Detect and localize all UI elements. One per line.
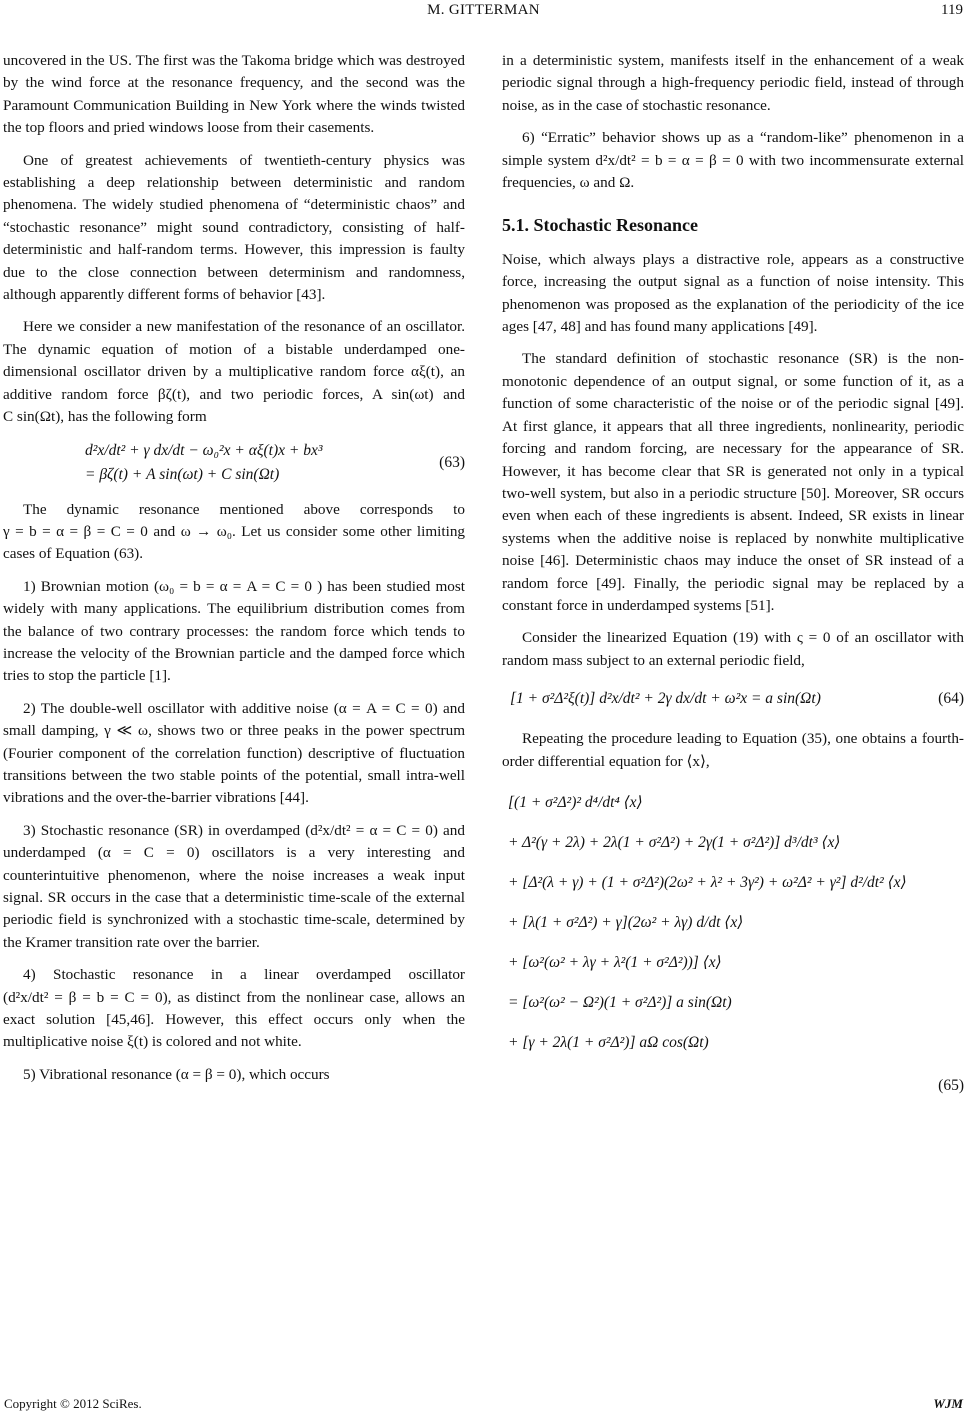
paragraph xyxy=(3,316,465,428)
inline-math: ω → ω₀ xyxy=(180,522,233,540)
text-run: Here we consider a new manifestation of the resonance of an oscillator. The dynamic equation of motion of a bistable underdamped one-dimensional oscillator driven by a multiplicative random force xyxy=(3,318,465,381)
equation-line: + [γ + 2λ(1 + σ²Δ²)] aΩ cos(Ωt) xyxy=(508,1033,709,1051)
inline-math: βζ(t) xyxy=(157,385,187,403)
inline-math: γ ≪ ω xyxy=(104,722,149,740)
equation-line: = [ω²(ω² − Ω²)(1 + σ²Δ²)] a sin(Ωt) xyxy=(508,993,732,1011)
equation-line: + [Δ²(λ + γ) + (1 + σ²Δ²)(2ω² + λ² + 3γ²) + ω²Δ² + γ²] d²/dt² ⟨x⟩ xyxy=(508,873,907,891)
section-title: 5.1. Stochastic Resonance xyxy=(502,215,698,236)
inline-math: C sin(Ωt) xyxy=(3,408,61,426)
inline-math: ω xyxy=(579,174,590,192)
text-run: Repeating the procedure leading to Equation (35), one obtains a fourth-order differential equation for xyxy=(502,730,964,770)
paragraph xyxy=(502,627,964,672)
paragraph xyxy=(3,964,465,1054)
text-run: , which occurs xyxy=(241,1065,330,1083)
paragraph: uncovered in the US. The first was the Takoma bridge which was destroyed by the wind force at the resonance frequency, and the second was the Paramount Communication Building in New York where the winds twisted the top floors and pried windows loose from their casements. xyxy=(3,52,465,137)
text-run: Consider the linearized Equation (19) with xyxy=(522,629,792,647)
paragraph: in a deterministic system, manifests itself in the enhancement of a weak periodic signal through a high-frequency periodic field, instead of through noise, as in the case of stochastic resonance. xyxy=(502,52,964,114)
equation-line: + [ω²(ω² + λγ + λ²(1 + σ²Δ²))] ⟨x⟩ xyxy=(508,953,722,971)
paragraph: One of greatest achievements of twentieth-century physics was establishing a deep relationship between deterministic and random phenomena. The widely studied phenomena of “deterministic chaos” and “stochastic resonance” might sound contradictory, consisting of half-deterministic and half-random terms. However, this impression is faulty due to the close connection between determinism and randomness, although apparently different forms of behavior [43]. xyxy=(3,151,465,304)
equation-number: (65) xyxy=(938,1076,964,1094)
equation-64 xyxy=(502,682,964,716)
text-run: 5) Vibrational resonance xyxy=(23,1065,172,1083)
inline-math: d²x/dt² = β = b = C = 0 xyxy=(8,988,163,1006)
copyright-notice: Copyright © 2012 SciRes. xyxy=(4,1396,142,1411)
inline-math: αξ(t) xyxy=(411,363,441,381)
inline-math: ω₀ = b = α = A = C = 0 xyxy=(159,577,312,595)
text-run: ), as distinct from the nonlinear case, allows an exact solution [45,46]. However, this effect occurs only when the multiplicative noise xyxy=(3,988,465,1051)
inline-math: A sin(ωt) xyxy=(371,385,434,403)
equation-line: d²x/dt² + γ dx/dt − ω₀²x + αξ(t)x + bx³ xyxy=(85,441,323,459)
text-run: and xyxy=(443,385,465,403)
text-run: ) and underdamped ( xyxy=(3,821,465,862)
paragraph xyxy=(3,1064,465,1086)
left-column xyxy=(3,50,465,1096)
text-run: and xyxy=(153,522,176,540)
inline-math: α = C = 0 xyxy=(102,844,195,862)
paragraph xyxy=(502,127,964,194)
text-run: , xyxy=(705,752,710,770)
inline-math: γ = b = α = β = C = 0 xyxy=(3,522,148,540)
text-run: of an oscillator with random mass subject to an external periodic field, xyxy=(502,629,964,669)
text-run: 4) Stochastic resonance in a linear overdamped oscillator ( xyxy=(3,966,465,1006)
inline-math: α = A = C = 0 xyxy=(338,699,433,717)
equation-number: (64) xyxy=(938,689,964,707)
inline-math: d²x/dt² = α = C = 0 xyxy=(310,821,433,839)
inline-math: d²x/dt² = b = α = β = 0 xyxy=(595,151,744,169)
equation-line: [(1 + σ²Δ²)² d⁴/dt⁴ ⟨x⟩ xyxy=(508,793,643,811)
text-run: ) has been studied most widely with many applications. The equilibrium distribution comes from the balance of two contrary processes: the random force which tends to increase the velocity of the Brownian particle and the damped force which tries to stop the particle [1]. xyxy=(3,577,466,685)
inline-math: ξ(t) xyxy=(127,1033,149,1051)
text-run: . xyxy=(630,174,635,192)
paragraph xyxy=(502,728,964,773)
page-number: 119 xyxy=(941,2,963,18)
paragraph xyxy=(3,576,465,688)
text-run: and xyxy=(593,174,616,192)
equation-65 xyxy=(502,783,964,1063)
equation-63 xyxy=(3,439,465,487)
text-run: , shows two or three peaks in the power spectrum (Fourier component of the correlation function) descriptive of fluctuation transitions between the two stable points of the potential, small intra-well vibrations and the over-the-barrier vibrations [44]. xyxy=(3,722,466,807)
text-run: The dynamic resonance mentioned above corresponds to xyxy=(23,500,465,518)
equation-line: + [λ(1 + σ²Δ²) + γ](2ω² + λγ) d/dt ⟨x⟩ xyxy=(508,913,744,931)
paragraph xyxy=(3,820,465,954)
journal-abbreviation: WJM xyxy=(933,1396,963,1411)
text-run: , and two periodic forces, xyxy=(186,385,364,403)
text-run: 6) “Erratic” behavior shows up as a “random-like” phenomenon in a simple system xyxy=(502,129,964,169)
paragraph xyxy=(3,698,465,810)
text-run: 1) Brownian motion ( xyxy=(23,577,160,595)
text-run: ) and small damping, xyxy=(3,699,465,740)
text-run: 3) Stochastic resonance (SR) in overdamped ( xyxy=(23,821,311,839)
text-run: is colored and not white. xyxy=(151,1033,302,1051)
inline-math: (α = β = 0) xyxy=(175,1065,242,1083)
running-head: M. GITTERMAN xyxy=(427,2,540,18)
equation-line: = βζ(t) + A sin(ωt) + C sin(Ωt) xyxy=(85,465,280,483)
equation-line: [1 + σ²Δ²ξ(t)] d²x/dt² + 2γ dx/dt + ω²x = a sin(Ωt) xyxy=(510,690,821,708)
text-run: . Let us consider some other limiting cases of Equation (63). xyxy=(3,522,466,563)
text-run: , has the following form xyxy=(60,408,207,426)
text-run: 2) The double-well oscillator with additive noise ( xyxy=(23,699,339,717)
right-column xyxy=(502,50,964,1097)
paragraph: The standard definition of stochastic resonance (SR) is the non-monotonic dependence of an output signal, or some function of it, as a function of some characteristic of the noise or of the periodic signal [49]. At first glance, it appears that all three ingredients, nonlinearity, periodic forcing and random forcing, are necessary for the appearance of SR. However, it has become clear that SR is generated not only in a typical two-well system, but also in a periodic structure [50]. Moreover, SR occurs even when each of these ingredients is absent. Indeed, SR exists in linear systems when the additive noise is replaced by nonwhite multiplicative noise [46]. Deterministic chaos may induce the onset of SR instead of a random force [49]. Finally, the periodic signal may be replaced by a constant force in underdamped systems [51]. xyxy=(502,350,964,614)
equation-line: + Δ²(γ + 2λ) + 2λ(1 + σ²Δ²) + 2γ(1 + σ²Δ²)] d³/dt³ ⟨x⟩ xyxy=(508,833,841,851)
inline-math: ⟨x⟩ xyxy=(686,752,706,770)
text-run: ) oscillators is a very interesting and counterintuitive phenomenon, where the noise increases a weak input signal. SR occurs in the case that a deterministic time-scale of the external periodic field is synchronized with a stochastic time-scale, determined by the Kramer transition rate over the barrier. xyxy=(3,844,465,951)
equation-number: (63) xyxy=(439,453,465,471)
inline-math: ς = 0 xyxy=(796,629,831,647)
paragraph xyxy=(3,499,465,566)
paragraph: Noise, which always plays a distractive role, appears as a constructive force, increasing the output signal as a function of noise intensity. This phenomenon was proposed as the explanation of the periodicity of the ice ages [47, 48] and has found many applications [49]. xyxy=(502,250,964,336)
text-run: with two incommensurate external frequencies, xyxy=(502,151,965,192)
text-run: , an additive random force xyxy=(3,363,466,403)
inline-math: Ω xyxy=(619,174,631,192)
